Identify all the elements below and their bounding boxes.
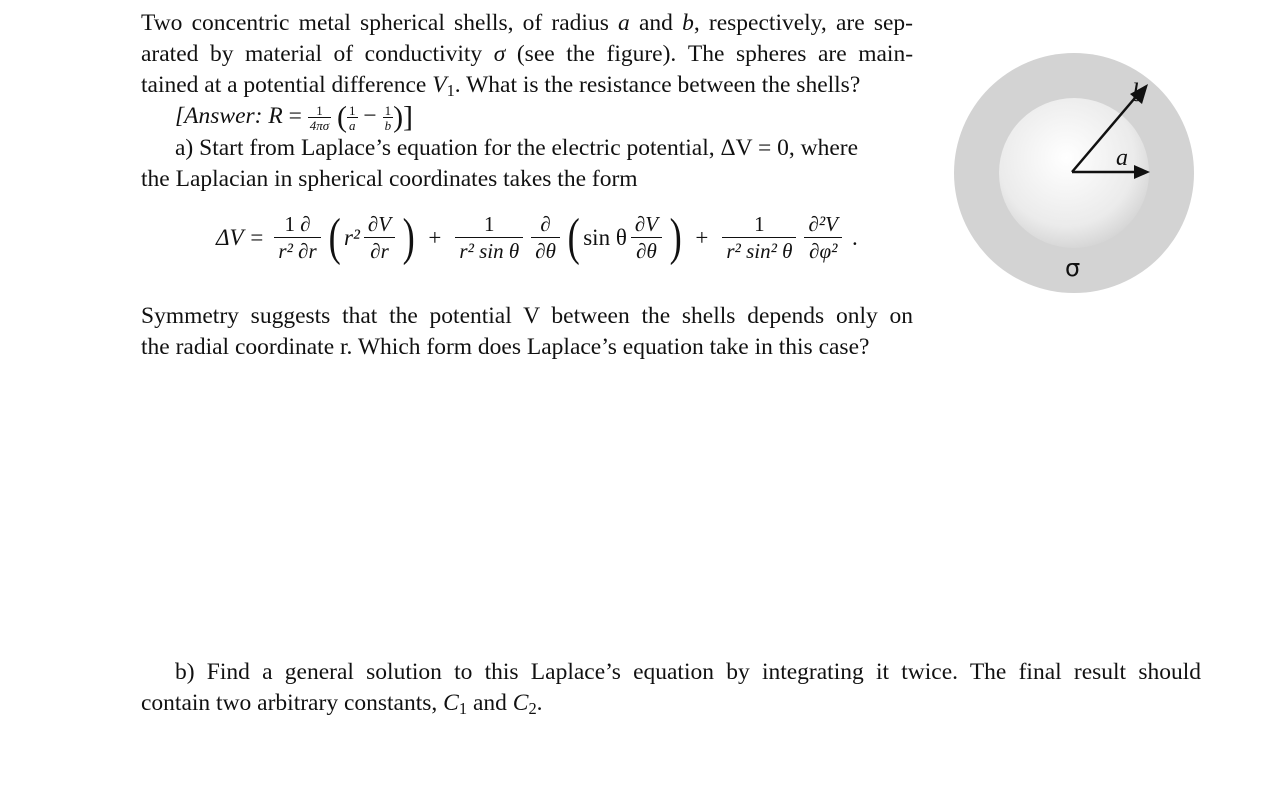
answer-fraction: $\frac{1}{4\pi\sigma}$ bbox=[309, 102, 330, 133]
label-sigma: σ bbox=[1065, 254, 1081, 282]
part-b-line-2: contain two arbitrary constants, $C_1$ and $C_2$. bbox=[141, 690, 543, 719]
label-b: b bbox=[1132, 78, 1145, 107]
eq-term2-derivative: $\frac{\partial}{\partial\theta}$ bbox=[531, 214, 560, 262]
part-a-line-1: a) Start from Laplace’s equation for the electric potential, ΔV = 0, where bbox=[175, 134, 859, 161]
part-b-line-1: b) Find a general solution to this Laplace’s equation by integrating it twice. The final result should bbox=[175, 659, 1201, 685]
part-a-line-2: the Laplacian in spherical coordinates takes the form bbox=[141, 165, 638, 192]
symmetry-paragraph bbox=[141, 301, 913, 363]
symmetry-line-1: Symmetry suggests that the potential V between the shells depends only on bbox=[141, 303, 913, 329]
label-a: a bbox=[1116, 145, 1128, 171]
eq-term3-prefactor: $\frac{1}{\text{r² sin² θ}}$ bbox=[722, 214, 796, 262]
eq-term2-prefactor: $\frac{1}{\text{r² sin θ}}$ bbox=[455, 214, 523, 262]
answer-fraction-b: $\frac{1}{b}$ bbox=[384, 102, 392, 133]
problem-line-1: Two concentric metal spherical shells, of radius a and b, respectively, are sep- bbox=[141, 10, 913, 36]
problem-statement bbox=[141, 8, 913, 195]
problem-line-3: tained at a potential difference $V_1$. What is the resistance between the shells? bbox=[141, 72, 861, 101]
eq-term1-prefactor: $\frac{1 \partial}{\text{r² ∂r}}$ bbox=[274, 214, 320, 262]
eq-term1-inner: $\frac{\partial V}{\partial r}$ bbox=[364, 214, 395, 262]
problem-line-2: arated by material of conductivity σ (see the figure). The spheres are main- bbox=[141, 41, 914, 67]
eq-term2-inner: $\frac{\partial V}{\partial\theta}$ bbox=[631, 214, 662, 262]
laplacian-equation: ΔV = $\frac{1 \partial}{\text{r² ∂r}}$ ( r² $\frac{\partial V}{\partial r}$ ) + $\frac{1}{\text{r² sin θ}}$ $\frac{\partial}{\partial\theta}$ ( sin θ $\frac{\partial V}{\partial\theta}$ ) + $\frac{1}{\text{r² sin² θ}}$ $\frac{\text{∂²V}}{\text{∂φ²}}$ . bbox=[216, 209, 858, 266]
answer-line: [Answer: R = $\frac{1}{4\pi\sigma}$ ( $\frac{1}{a}$ − $\frac{1}{b}$ )] bbox=[175, 100, 414, 134]
concentric-shells-figure bbox=[952, 52, 1196, 296]
symmetry-line-2: the radial coordinate r. Which form does Laplace’s equation take in this case? bbox=[141, 334, 870, 360]
part-b-paragraph bbox=[141, 657, 1201, 719]
eq-term3-derivative: $\frac{\text{∂²V}}{\text{∂φ²}}$ bbox=[804, 214, 842, 262]
answer-fraction-a: $\frac{1}{a}$ bbox=[349, 102, 356, 133]
